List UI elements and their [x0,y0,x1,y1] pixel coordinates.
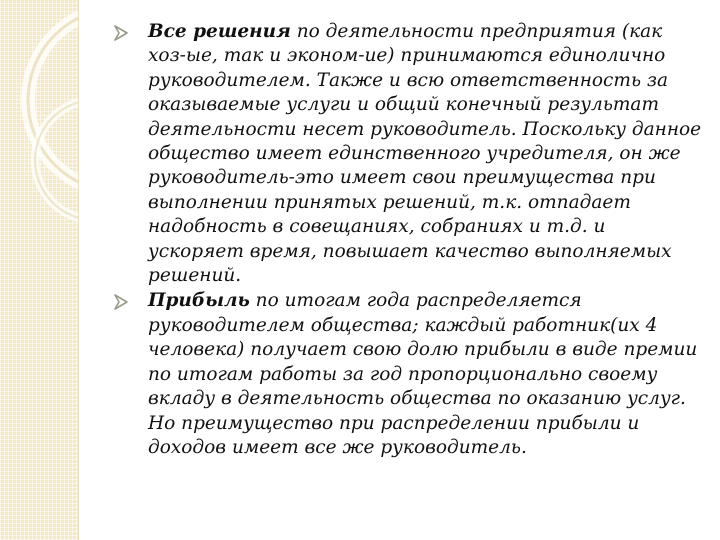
arrow-bullet-icon [112,293,130,311]
bullet-body-text: по деятельности предприятия (как хоз-ые, так и эконом-ие) принимаются единолично руководителем. Также и всю ответственность за оказываемые услуги и общий конечный результат деятельности несет руководитель. Поскольку данное общество имеет единственного учредителя, он же руководитель-это имеет свои преимущества при выполнении принятых решений, т.к. отпадает надобность в совещаниях, собраниях и т.д. и ускоряет время, повышает качество выполняемых решений. [148,21,702,287]
bullet-item [112,20,704,288]
bullet-lead-text: Все решения [148,21,291,42]
decorative-side-panel [0,0,78,540]
arrow-bullet-icon [112,24,130,42]
bullet-lead-text: Прибыль [148,290,250,312]
decorative-rings-graphic [0,0,78,540]
bullet-item [112,289,704,460]
slide-content [112,20,704,461]
bullet-body-text: по итогам года распределяется руководителем общества; каждый работник(их 4 человека) получает свою долю прибыли в виде премии по итогам работы за год пропорционально своему вкладу в деятельность общества по оказанию услуг. Но преимущество при распределении прибыли и доходов имеет все же руководитель. [148,290,698,458]
panel-divider [78,0,79,540]
